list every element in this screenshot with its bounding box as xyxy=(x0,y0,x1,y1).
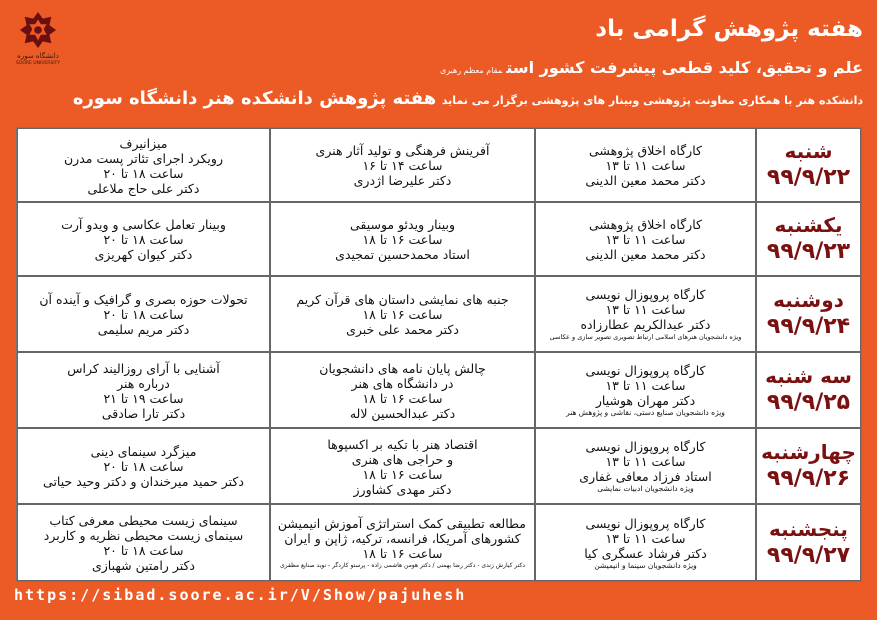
day-cell xyxy=(756,428,861,504)
day-date: ۹۹/۹/۲۷ xyxy=(766,542,851,568)
session-line: دکتر عبدالکریم عطارزاده xyxy=(580,317,711,332)
session-cell xyxy=(535,352,756,428)
event-line xyxy=(73,88,863,109)
schedule-table xyxy=(16,127,862,582)
session-cell xyxy=(535,504,756,581)
session-line: ساعت ۱۱ تا ۱۳ xyxy=(605,302,686,317)
session-note: دکتر کیارش زندی - دکتر رضا بهمنی / دکتر هومن هاشمی زاده - پرستو کاردگر - نوید صنایع مظفری xyxy=(279,561,526,569)
session-line: ساعت ۱۱ تا ۱۳ xyxy=(605,378,686,393)
session-line: سینمای زیست محیطی معرفی کتاب xyxy=(49,513,238,528)
session-cell xyxy=(270,128,535,202)
session-line: ساعت ۱۴ تا ۱۶ xyxy=(362,158,443,173)
session-line: آشنایی با آرای روزالیند کراس xyxy=(67,360,220,376)
session-line: دکتر حمید میرخندان و دکتر وحید حیاتی xyxy=(43,474,244,489)
session-line: دکتر مریم سلیمی xyxy=(97,322,190,337)
session-cell xyxy=(17,352,270,428)
quote-source: مقام معظم رهبری xyxy=(439,66,503,75)
session-line: دکتر کیوان کهریزی xyxy=(94,247,193,262)
session-cell xyxy=(535,202,756,276)
session-line: دکتر تارا صادقی xyxy=(101,405,186,421)
session-line: ساعت ۱۶ تا ۱۸ xyxy=(362,232,443,247)
session-cell xyxy=(17,504,270,581)
day-date: ۹۹/۹/۲۳ xyxy=(766,239,851,264)
session-line: ساعت ۱۱ تا ۱۳ xyxy=(605,158,686,173)
session-line: ساعت ۱۱ تا ۱۳ xyxy=(605,454,686,469)
session-cell xyxy=(17,276,270,352)
session-cell xyxy=(535,428,756,504)
session-cell xyxy=(535,276,756,352)
event-name: هفته پژوهش دانشکده هنر دانشگاه سوره xyxy=(72,88,437,109)
session-line: آفرینش فرهنگی و تولید آثار هنری xyxy=(315,143,490,158)
session-note: ویژه دانشجویان هنرهای اسلامی ارتباط تصویری تصویر سازی و عکاسی xyxy=(549,333,742,341)
session-line: و حراجی های هنری xyxy=(351,451,454,467)
session-note: ویژه دانشجویان سینما و انیمیشن xyxy=(594,560,697,570)
quote-text: علم و تحقیق، کلید قطعی پیشرفت کشور است xyxy=(506,58,863,77)
session-line: میزگرد سینمای دینی xyxy=(90,444,197,459)
session-line: ساعت ۱۶ تا ۱۸ xyxy=(362,545,443,561)
session-line: سینمای زیست محیطی نظریه و کاربرد xyxy=(43,528,244,543)
session-line: ساعت ۱۶ تا ۱۸ xyxy=(362,307,443,322)
session-line: ساعت ۱۸ تا ۲۰ xyxy=(103,307,184,322)
day-name: پنجشنبه xyxy=(769,516,848,541)
session-line: کارگاه اخلاق پژوهشی xyxy=(589,217,702,232)
day-date: ۹۹/۹/۲۶ xyxy=(766,466,851,491)
session-line: کارگاه پروپوزال نویسی xyxy=(585,287,706,302)
session-cell xyxy=(535,128,756,202)
day-date: ۹۹/۹/۲۵ xyxy=(766,390,851,415)
session-line: دکتر رامتین شهبازی xyxy=(91,558,196,573)
organizer-text: دانشکده هنر با همکاری معاونت پژوهشی وبینار های پژوهشی برگزار می نماید xyxy=(441,94,863,107)
session-line: چالش پایان نامه های دانشجویان xyxy=(319,360,486,376)
website-link[interactable]: https://sibad.soore.ac.ir/V/Show/pajuhesh xyxy=(14,586,467,604)
session-line: ساعت ۱۹ تا ۲۱ xyxy=(103,390,184,406)
day-cell xyxy=(756,352,861,428)
session-line: ساعت ۱۸ تا ۲۰ xyxy=(103,543,184,558)
session-line: دکتر عبدالحسین لاله xyxy=(349,405,456,421)
session-line: کارگاه پروپوزال نویسی xyxy=(585,439,706,454)
session-line: ساعت ۱۶ تا ۱۸ xyxy=(362,390,443,406)
session-cell xyxy=(270,352,535,428)
session-line: کارگاه پروپوزال نویسی xyxy=(585,515,706,531)
day-name: یکشنبه xyxy=(774,213,843,237)
session-line: ساعت ۱۱ تا ۱۳ xyxy=(605,530,686,546)
session-line: دکتر محمد معین الدینی xyxy=(585,173,706,188)
session-line: دکتر مهران هوشیار xyxy=(595,393,696,408)
session-line: رویکرد اجرای تئاتر پست مدرن xyxy=(64,150,223,166)
session-line: وبینار ویدئو موسیقی xyxy=(349,217,455,232)
session-line: ساعت ۱۸ تا ۲۰ xyxy=(103,459,184,474)
session-cell xyxy=(270,504,535,581)
session-line: در دانشگاه های هنر xyxy=(351,375,454,391)
university-emblem-icon xyxy=(19,10,57,50)
day-name: سه شنبه xyxy=(765,364,852,388)
day-name: دوشنبه xyxy=(773,288,844,312)
session-line: دکتر محمد معین الدینی xyxy=(585,247,706,262)
session-cell xyxy=(270,202,535,276)
session-line: جنبه های نمایشی داستان های قرآن کریم xyxy=(296,292,509,307)
session-line: ساعت ۱۸ تا ۲۰ xyxy=(103,232,184,247)
session-line: دکتر محمد علی خبری xyxy=(346,322,459,337)
session-cell xyxy=(17,428,270,504)
session-line: دکتر فرشاد عسگری کیا xyxy=(584,545,707,561)
session-cell xyxy=(17,202,270,276)
session-cell xyxy=(270,276,535,352)
session-line: ساعت ۱۱ تا ۱۳ xyxy=(605,232,686,247)
day-name: چهارشنبه xyxy=(761,440,856,464)
session-note: ویژه دانشجویان صنایع دستی، نقاشی و پژوهش هنر xyxy=(566,408,725,417)
session-cell xyxy=(270,428,535,504)
session-line: ساعت ۱۸ تا ۲۰ xyxy=(103,165,184,181)
session-cell xyxy=(17,128,270,202)
session-note: ویژه دانشجویان ادبیات نمایشی xyxy=(597,484,694,493)
session-line: استاد محمدحسین تمجیدی xyxy=(335,247,470,262)
day-cell xyxy=(756,128,861,202)
session-line: کشورهای آمریکا، فرانسه، ترکیه، ژاپن و ایران xyxy=(284,530,521,546)
session-line: ساعت ۱۶ تا ۱۸ xyxy=(362,466,443,482)
session-line: کارگاه اخلاق پژوهشی xyxy=(589,143,702,158)
day-cell xyxy=(756,504,861,581)
session-line: دکتر علیرضا اژدری xyxy=(353,173,452,188)
logo-text: دانشگاه سوره SOORE UNIVERSITY xyxy=(15,52,61,66)
session-line: اقتصاد هنر با تکیه بر اکسپوها xyxy=(327,436,478,452)
session-line: وبینار تعامل عکاسی و ویدو آرت xyxy=(61,217,226,232)
session-line: تحولات حوزه بصری و گرافیک و آینده آن xyxy=(39,292,248,307)
day-name: شنبه xyxy=(784,139,833,163)
session-line: مطالعه تطبیقی کمک استراتژی آموزش انیمیشن xyxy=(277,515,526,531)
session-line: دکتر مهدی کشاورز xyxy=(353,481,452,497)
session-line: درباره هنر xyxy=(117,375,170,391)
session-line: استاد فرزاد معافی غفاری xyxy=(579,469,712,484)
day-cell xyxy=(756,276,861,352)
university-logo xyxy=(14,10,62,80)
session-line: میزانیرف xyxy=(119,135,168,151)
day-cell xyxy=(756,202,861,276)
day-date: ۹۹/۹/۲۴ xyxy=(766,314,851,339)
page-title: هفته پژوهش گرامی باد xyxy=(595,16,863,42)
session-line: کارگاه پروپوزال نویسی xyxy=(585,363,706,378)
session-line: دکتر علی حاج ملاعلی xyxy=(87,180,200,196)
quote xyxy=(440,58,863,77)
day-date: ۹۹/۹/۲۲ xyxy=(766,165,851,190)
